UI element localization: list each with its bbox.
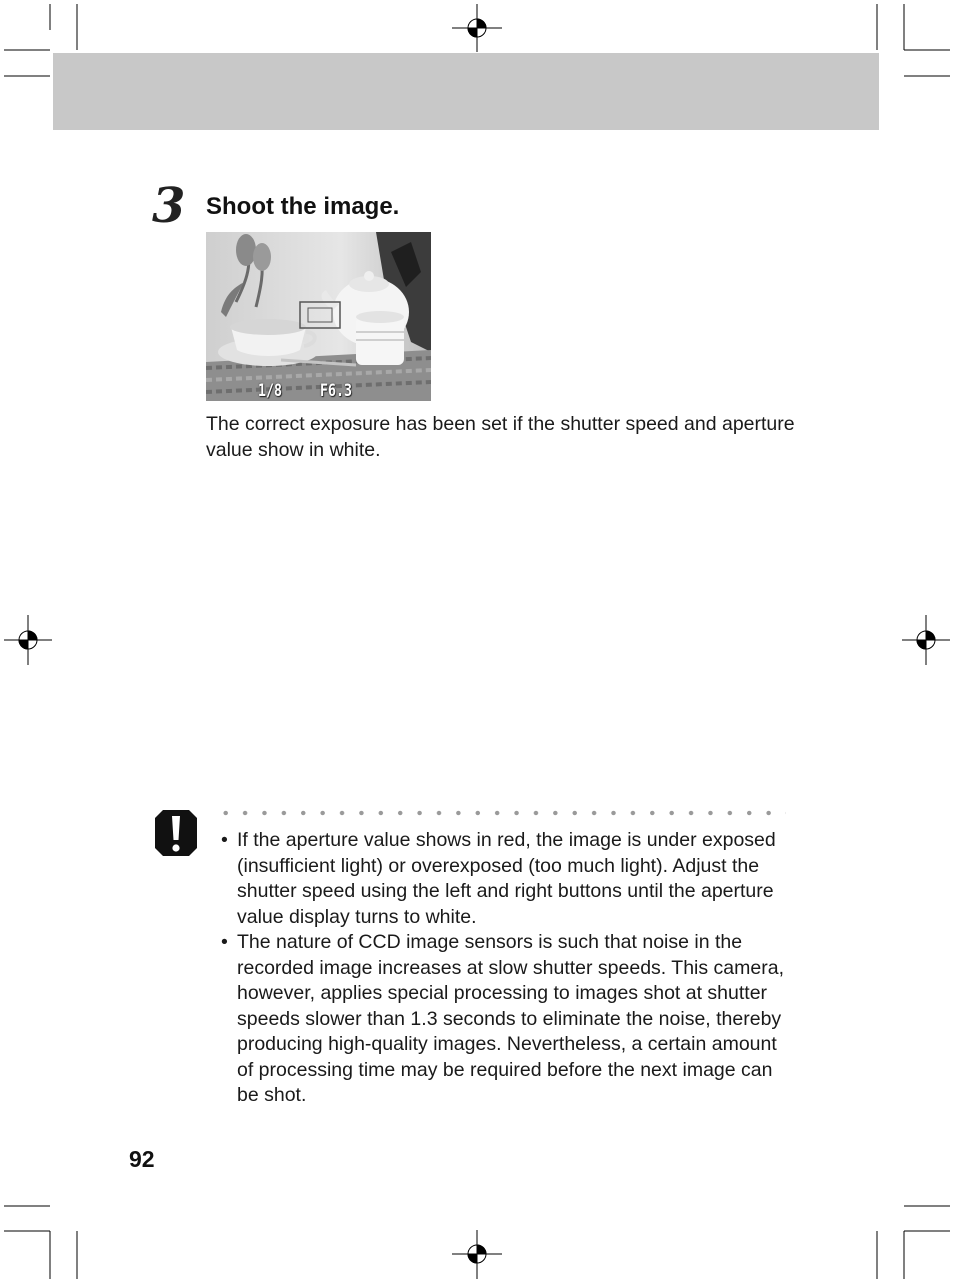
caution-text: If the aperture value shows in red, the image is under exposed (insufficient light) or overexposed (too much light). Adjust the shutter speed using the left and right buttons until the aperture value display turns to white. (237, 829, 776, 928)
camera-lcd-preview (206, 232, 431, 401)
shutter-speed-readout: 1/8 (258, 381, 282, 401)
step-number: 3 (152, 178, 186, 234)
registration-mark-top (452, 4, 502, 52)
caution-item (221, 828, 796, 930)
bullet: • (221, 829, 228, 851)
registration-mark-left (4, 615, 52, 665)
registration-mark-bottom (452, 1230, 502, 1279)
caution-item (221, 930, 796, 1109)
bullet: • (221, 931, 228, 953)
caution-icon (153, 808, 199, 858)
dotted-divider (216, 810, 786, 816)
still-life-photo (206, 232, 431, 401)
step-caption: The correct exposure has been set if the shutter speed and aperture value show in white. (206, 413, 795, 461)
page-number: 92 (129, 1146, 155, 1172)
step-title: Shoot the image. (206, 193, 400, 220)
header-band (53, 53, 879, 130)
caution-list (221, 828, 796, 1109)
registration-mark-right (902, 615, 950, 665)
caution-text: The nature of CCD image sensors is such that noise in the recorded image increases at slow shutter speeds. This camera, however, applies special processing to images shot at shutter speeds slower than 1.3 seconds to eliminate the noise, thereby producing high-quality images. Nevertheless, a certain amount of processing time may be required before the next image can be shot. (237, 931, 784, 1106)
aperture-readout: F6.3 (320, 381, 352, 401)
